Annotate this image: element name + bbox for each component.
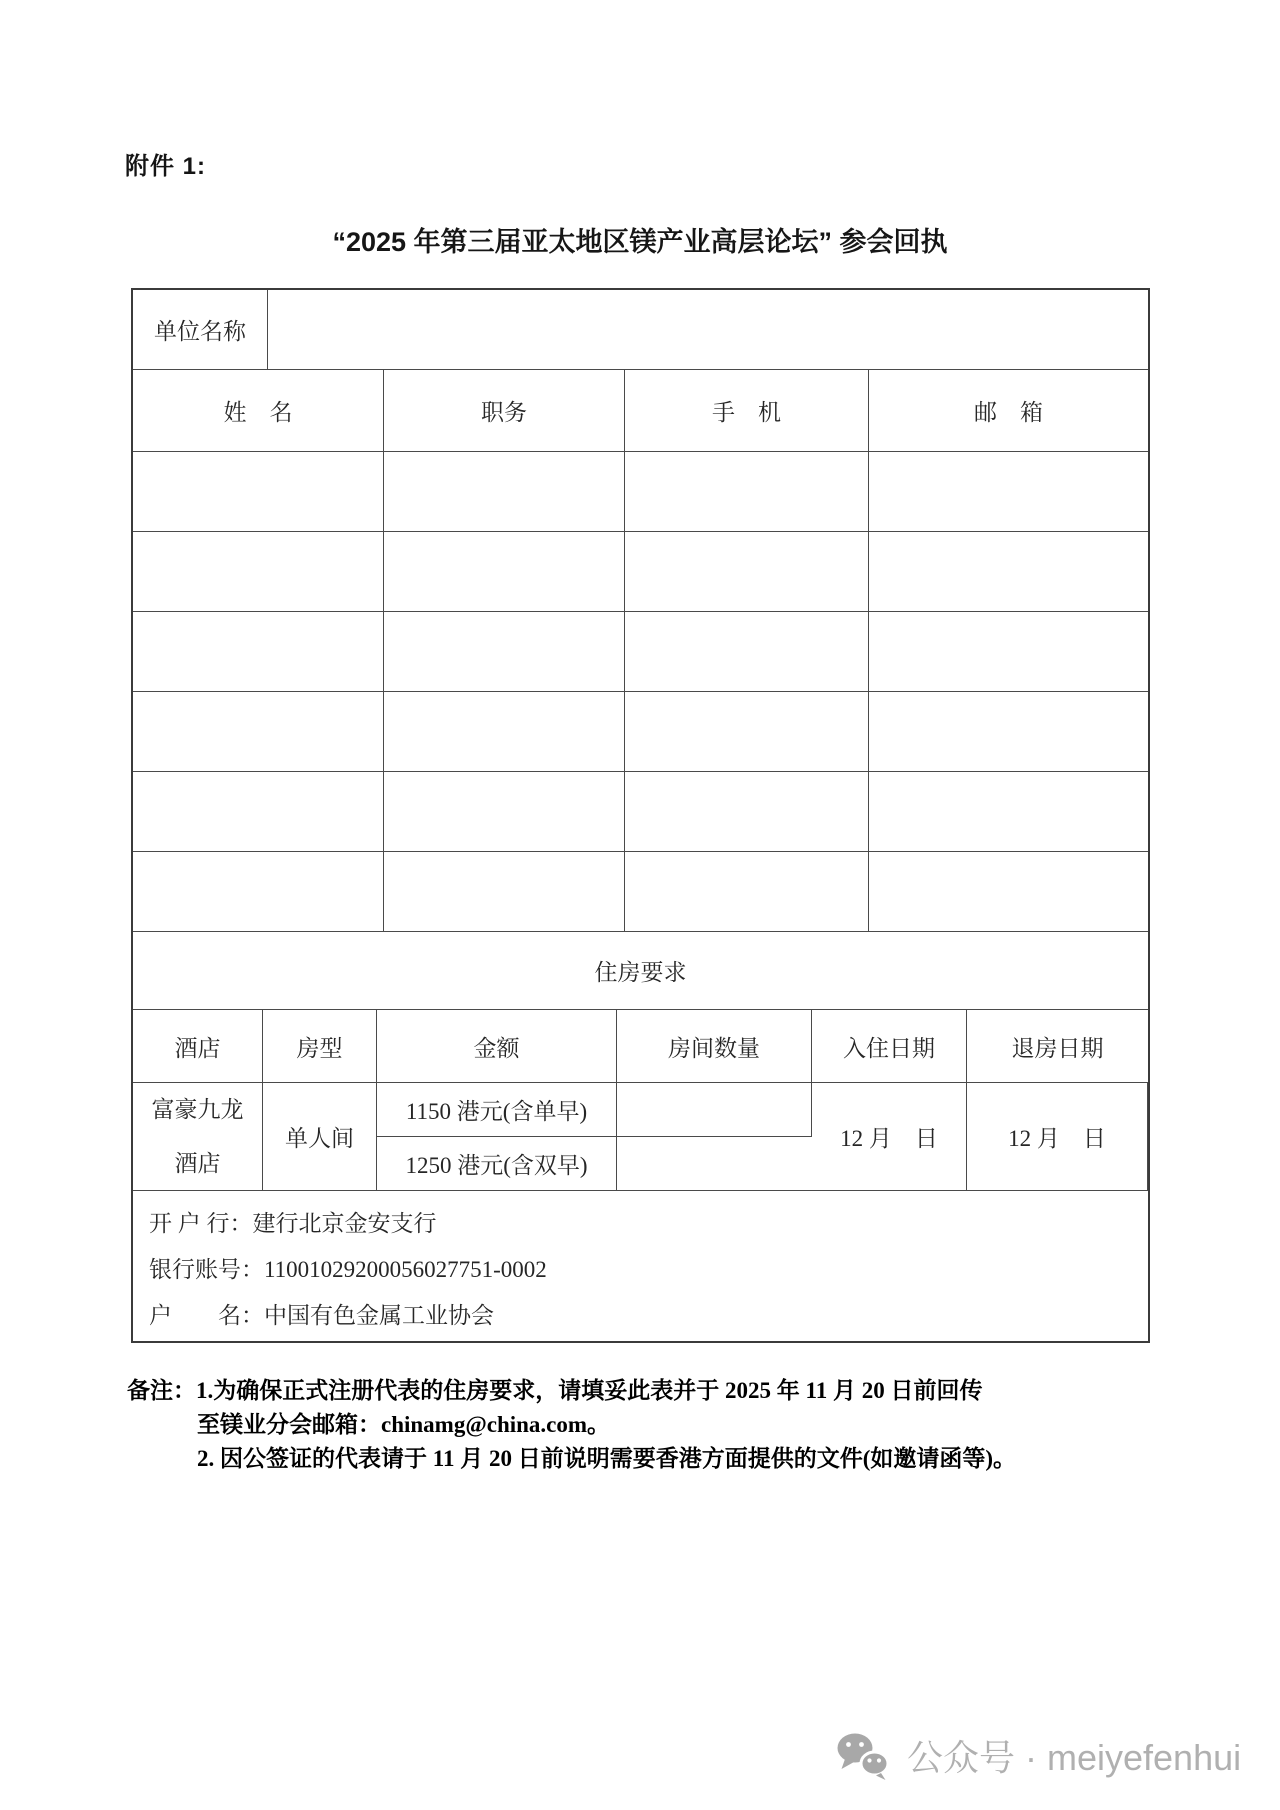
wechat-footer	[835, 1730, 1241, 1781]
col-header-room-qty: 房间数量	[617, 1010, 812, 1082]
col-header-amount: 金额	[377, 1010, 617, 1082]
empty-cell	[133, 532, 384, 611]
note-line-2: 至镁业分会邮箱：chinamg@china.com。	[197, 1412, 611, 1437]
empty-cell	[625, 452, 869, 531]
empty-cell	[133, 612, 384, 691]
empty-cell	[869, 532, 1148, 611]
hotel-name-cell	[133, 1083, 263, 1190]
room-qty-cell-2	[617, 1137, 812, 1190]
empty-cell	[384, 692, 625, 771]
col-header-checkout: 退房日期	[1011, 1035, 1104, 1061]
registration-form-table	[131, 288, 1150, 1343]
housing-title-row	[133, 932, 1148, 1010]
bank-account-line: 银行账号：11001029200056027751-0002	[149, 1257, 547, 1282]
attendee-row	[133, 612, 1148, 692]
wechat-account-label: 公众号 · meiyefenhui	[907, 1737, 1242, 1778]
col-header-mobile: 手 机	[625, 370, 869, 451]
col-header-checkin: 入住日期	[812, 1010, 967, 1082]
price-option-2: 1250 港元(含双早)	[377, 1137, 617, 1190]
col-header-room-type: 房型	[263, 1010, 377, 1082]
housing-title: 住房要求	[594, 960, 687, 985]
housing-header-row	[133, 1010, 1148, 1083]
hotel-name-line2: 酒店	[174, 1150, 221, 1176]
empty-cell	[625, 852, 869, 931]
empty-cell	[625, 532, 869, 611]
unit-name-value-cell	[268, 290, 1148, 369]
attachment-label: 附件 1:	[125, 153, 207, 180]
col-header-hotel: 酒店	[133, 1010, 263, 1082]
unit-name-row	[133, 290, 1148, 370]
empty-cell	[625, 692, 869, 771]
attendee-header-row	[133, 370, 1148, 452]
bank-info-cell	[133, 1191, 1148, 1341]
empty-cell	[133, 772, 384, 851]
empty-cell	[869, 452, 1148, 531]
empty-cell	[625, 772, 869, 851]
attendee-row	[133, 772, 1148, 852]
attendee-row	[133, 532, 1148, 612]
bank-info-row	[133, 1191, 1148, 1341]
empty-cell	[869, 852, 1148, 931]
empty-cell	[384, 852, 625, 931]
empty-cell	[384, 532, 625, 611]
hotel-name-line1: 富豪九龙	[151, 1096, 244, 1122]
price-option-1: 1150 港元(含单早)	[377, 1083, 617, 1137]
note-line-3: 2. 因公签证的代表请于 11 月 20 日前说明需要香港方面提供的文件(如邀请函等)。	[197, 1446, 1017, 1471]
note-line-1: 备注：1.为确保正式注册代表的住房要求，请填妥此表并于 2025 年 11 月 20 日前回传	[127, 1378, 983, 1403]
bank-holder-line: 户 名：中国有色金属工业协会	[149, 1303, 494, 1328]
notes-block	[127, 1374, 1147, 1476]
col-header-position: 职务	[384, 370, 625, 451]
unit-name-label: 单位名称	[133, 290, 268, 369]
col-header-email: 邮 箱	[974, 400, 1043, 425]
attendee-row	[133, 452, 1148, 532]
empty-cell	[384, 612, 625, 691]
wechat-logo-icon	[835, 1731, 891, 1781]
empty-cell	[869, 612, 1148, 691]
empty-cell	[625, 612, 869, 691]
hotel-data-row	[133, 1083, 1148, 1191]
empty-cell	[133, 452, 384, 531]
empty-cell	[869, 772, 1148, 851]
empty-cell	[869, 692, 1148, 771]
checkin-date-cell: 12 月 日	[812, 1083, 967, 1190]
bank-branch-line: 开 户 行：建行北京金安支行	[149, 1211, 437, 1236]
checkout-date-cell: 12 月 日	[967, 1083, 1148, 1190]
empty-cell	[384, 452, 625, 531]
empty-cell	[133, 692, 384, 771]
attendee-row	[133, 692, 1148, 772]
room-type-cell: 单人间	[263, 1083, 377, 1190]
col-header-name: 姓 名	[133, 370, 384, 451]
attendee-row	[133, 852, 1148, 932]
empty-cell	[384, 772, 625, 851]
page-title: “2025 年第三届亚太地区镁产业高层论坛” 参会回执	[332, 227, 948, 257]
room-qty-cell-1	[617, 1083, 812, 1137]
empty-cell	[133, 852, 384, 931]
